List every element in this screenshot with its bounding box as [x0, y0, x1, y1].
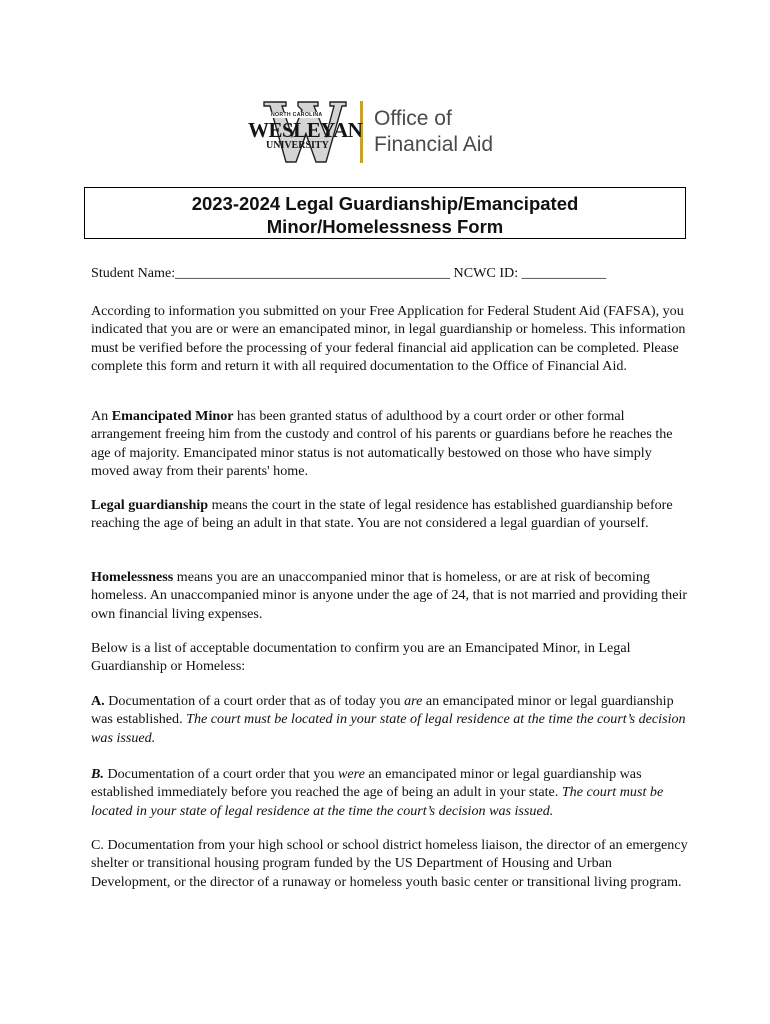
office-name	[374, 106, 493, 158]
office-line-1: Office of	[374, 107, 452, 130]
item-a-post: an emancipated minor or legal guardianship was established.	[91, 693, 674, 728]
item-a-note: The court must be located in your state of legal residence at the time the court’s decision was issued.	[91, 711, 686, 746]
form-title	[84, 187, 686, 239]
item-b-emph: were	[337, 766, 365, 782]
documentation-item-c	[91, 836, 691, 891]
item-b-note: The court must be located in your state of legal residence at the time the court’s decision was issued.	[91, 784, 664, 819]
emancipated-text: has been granted status of adulthood by a court order or other formal arrangement freeing him from the custody and control of his parents or guardians before he reaches the age of majority. Emancipated minor status is not automatically bestowed on those who have simply moved away from their parents' home.	[91, 408, 673, 479]
ncwc-id-label: NCWC ID:	[453, 265, 519, 281]
item-a-emph: are	[404, 693, 423, 709]
title-line-2: Minor/Homelessness Form	[266, 216, 504, 237]
item-b-pre: Documentation of a court order that you	[103, 766, 338, 782]
item-b-label: B.	[91, 766, 104, 782]
title-line-1: 2023-2024 Legal Guardianship/Emancipated	[191, 193, 579, 214]
header-logo	[246, 96, 536, 168]
student-name-field[interactable]: _______________________________________	[175, 265, 450, 281]
office-line-2: Financial Aid	[374, 133, 494, 156]
homelessness-paragraph	[91, 568, 691, 623]
emancipated-term: Emancipated Minor	[111, 408, 234, 424]
item-c-label: C.	[91, 837, 104, 853]
emancipated-paragraph	[91, 407, 691, 480]
guardianship-term: Legal guardianship	[91, 497, 209, 513]
emancipated-pre: An	[91, 408, 112, 424]
guardianship-paragraph	[91, 496, 691, 533]
student-name-label: Student Name:	[91, 265, 176, 281]
item-b-post: an emancipated minor or legal guardianship was established immediately before you reached the age of being an adult in your state.	[91, 766, 642, 801]
homelessness-text: means you are an unaccompanied minor that is homeless, or are at risk of becoming homeless. An unaccompanied minor is anyone under the age of 24, that is not married and providing their own financial living expenses.	[91, 569, 688, 622]
university-seal	[246, 96, 363, 168]
guardianship-text: means the court in the state of legal residence has established guardianship before reaching the age of being an adult in that state. You are not considered a legal guardian of yourself.	[91, 497, 673, 532]
item-a-pre: Documentation of a court order that as of today you	[104, 693, 405, 709]
seal-sub-text: UNIVERSITY	[266, 140, 329, 151]
student-info-line	[91, 264, 691, 282]
documentation-item-b	[91, 765, 691, 820]
seal-name-text: WESLEYAN	[248, 118, 363, 142]
item-a-label: A.	[91, 693, 105, 709]
ncwc-id-field[interactable]: ____________	[521, 265, 607, 281]
homelessness-term: Homelessness	[91, 569, 174, 585]
seal-top-text: NORTH CAROLINA	[271, 112, 323, 118]
item-c-text: Documentation from your high school or school district homeless liaison, the director of an emergency shelter or transitional housing program funded by the US Department of Housing and Urban Development, or the director of a runaway or homeless youth basic center or transitional living program.	[91, 837, 688, 890]
documentation-item-a	[91, 692, 691, 747]
documentation-list-intro: Below is a list of acceptable documentation to confirm you are an Emancipated Minor, in Legal Guardianship or Homeless:	[91, 640, 631, 675]
intro-paragraph: According to information you submitted on your Free Application for Federal Student Aid (FAFSA), you indicated that you are or were an emancipated minor, in legal guardianship or homeless. This information must be verified before the processing of your federal financial aid application can be completed. Please complete this form and return it with all required documentation to the Office of Financial Aid.	[91, 303, 686, 374]
